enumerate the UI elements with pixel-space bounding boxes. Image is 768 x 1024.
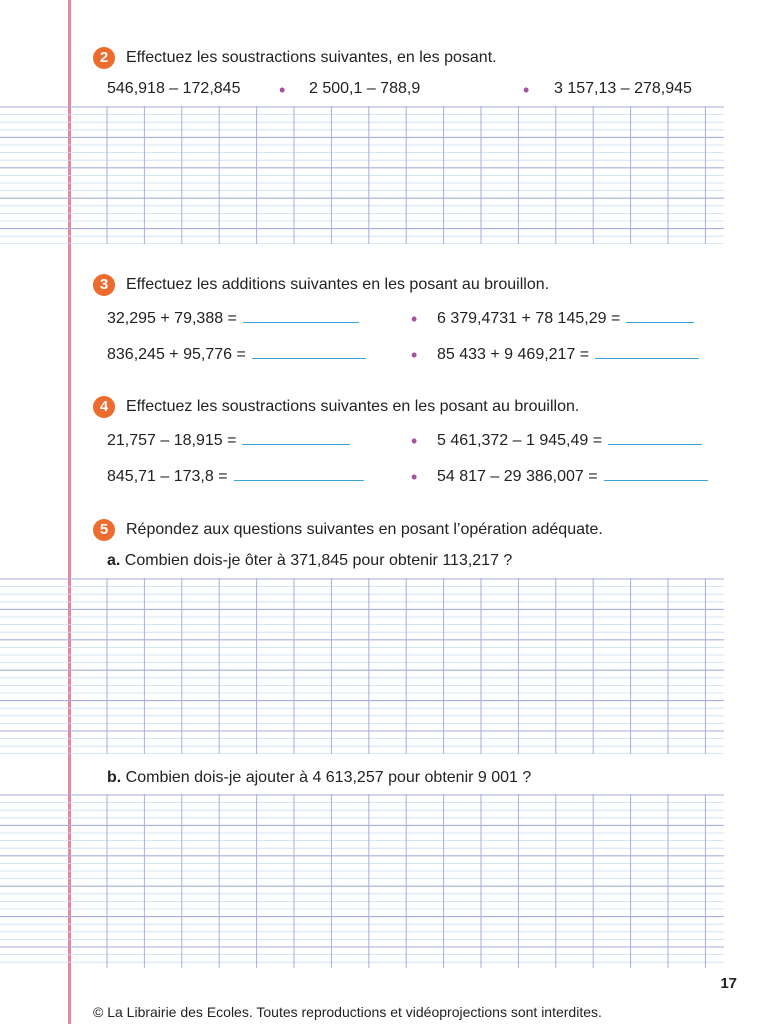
ex4-op-2: 5 461,372 – 1 945,49 = xyxy=(437,432,603,449)
ex2-op-2: 2 500,1 – 788,9 xyxy=(309,80,421,97)
exercise-3-instruction: Effectuez les additions suivantes en les posant au brouillon. xyxy=(126,276,550,293)
ex4-row-1-right xyxy=(437,430,702,450)
copyright-notice: © La Librairie des Ecoles. Toutes reproductions et vidéoprojections sont interdites. xyxy=(93,1004,602,1020)
answer-blank[interactable] xyxy=(243,308,359,323)
exercise-2-instruction: Effectuez les soustractions suivantes, en les posant. xyxy=(126,49,497,66)
exercise-5-badge: 5 xyxy=(93,519,115,541)
bullet: • xyxy=(411,467,418,487)
bullet: • xyxy=(411,431,418,451)
grid-lines xyxy=(0,106,724,244)
seyes-grid-question-b[interactable] xyxy=(0,794,724,968)
grid-lines xyxy=(0,578,724,754)
exercise-2-badge: 2 xyxy=(93,47,115,69)
question-b-letter: b. xyxy=(107,769,122,786)
ex2-op-1: 546,918 – 172,845 xyxy=(107,80,241,97)
exercise-4-badge: 4 xyxy=(93,396,115,418)
ex4-row-2-left xyxy=(107,466,364,486)
ex4-row-1-left xyxy=(107,430,350,450)
bullet: • xyxy=(523,80,530,100)
ex3-op-4: 85 433 + 9 469,217 = xyxy=(437,346,590,363)
ex4-row-2-right xyxy=(437,466,708,486)
ex3-op-3: 836,245 + 95,776 = xyxy=(107,346,246,363)
question-a-letter: a. xyxy=(107,552,121,569)
answer-blank[interactable] xyxy=(252,344,366,359)
ex3-row-1-right xyxy=(437,308,694,328)
ex3-op-2: 6 379,4731 + 78 145,29 = xyxy=(437,310,621,327)
answer-blank[interactable] xyxy=(595,344,699,359)
seyes-grid-ex2[interactable] xyxy=(0,106,724,244)
exercise-5-instruction: Répondez aux questions suivantes en posant l’opération adéquate. xyxy=(126,521,603,538)
seyes-grid-question-a[interactable] xyxy=(0,578,724,754)
page-number: 17 xyxy=(720,975,737,992)
ex4-op-3: 845,71 – 173,8 = xyxy=(107,468,228,485)
answer-blank[interactable] xyxy=(608,430,702,445)
grid-lines xyxy=(0,794,724,968)
answer-blank[interactable] xyxy=(626,308,694,323)
exercise-2-title xyxy=(93,47,497,69)
ex4-op-4: 54 817 – 29 386,007 = xyxy=(437,468,598,485)
question-b xyxy=(107,769,531,787)
bullet: • xyxy=(411,345,418,365)
ex3-row-1-left xyxy=(107,308,359,328)
exercise-5-title xyxy=(93,519,603,541)
exercise-4-title xyxy=(93,396,579,418)
bullet: • xyxy=(279,80,286,100)
ex3-op-1: 32,295 + 79,388 = xyxy=(107,310,237,327)
answer-blank[interactable] xyxy=(234,466,364,481)
question-a-text: Combien dois-je ôter à 371,845 pour obtenir 113,217 ? xyxy=(124,552,513,569)
exercise-3-title xyxy=(93,274,549,296)
exercise-3-badge: 3 xyxy=(93,274,115,296)
question-b-text: Combien dois-je ajouter à 4 613,257 pour obtenir 9 001 ? xyxy=(125,769,532,786)
question-a xyxy=(107,552,512,570)
ex2-op-3: 3 157,13 – 278,945 xyxy=(554,80,692,97)
ex3-row-2-left xyxy=(107,344,366,364)
ex4-op-1: 21,757 – 18,915 = xyxy=(107,432,237,449)
exercise-4-instruction: Effectuez les soustractions suivantes en les posant au brouillon. xyxy=(126,398,580,415)
answer-blank[interactable] xyxy=(604,466,708,481)
bullet: • xyxy=(411,309,418,329)
ex3-row-2-right xyxy=(437,344,699,364)
answer-blank[interactable] xyxy=(242,430,350,445)
